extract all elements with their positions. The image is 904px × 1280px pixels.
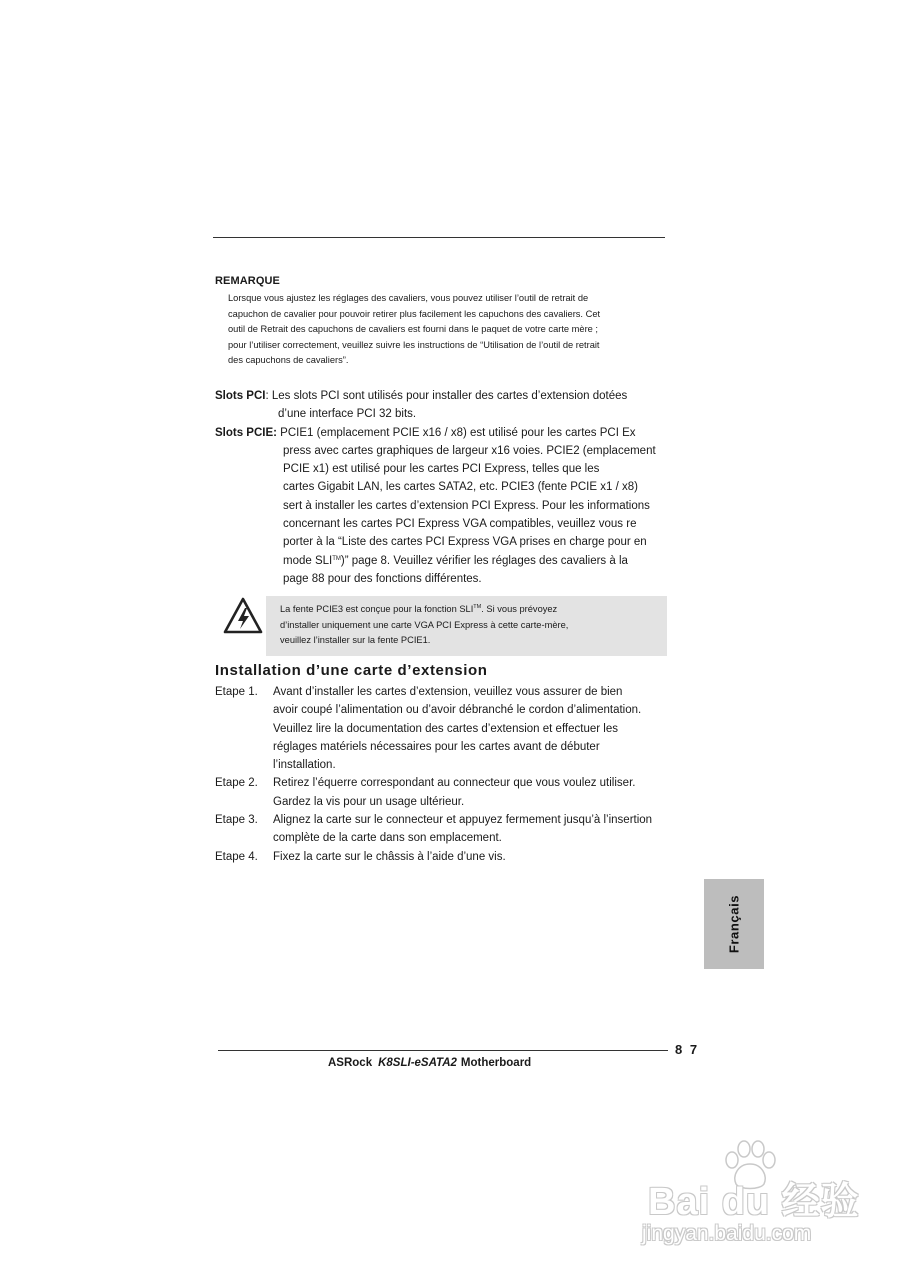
- slots-pcie-text: PCIE1 (emplacement PCIE x16 / x8) est utilisé pour les cartes PCI Ex: [276, 426, 636, 439]
- remarque-line: des capuchons de cavaliers”.: [228, 355, 349, 366]
- step-item: [215, 811, 675, 848]
- step-item: [215, 848, 675, 866]
- step-item: [215, 774, 675, 811]
- language-label: Français: [726, 894, 742, 954]
- step-body: [273, 683, 641, 774]
- step-label: Etape 2.: [215, 777, 258, 790]
- note-text-part: . Si vous prévoyez: [481, 604, 558, 614]
- slots-pcie-label: Slots PCIE:: [215, 426, 277, 439]
- remarque-title: REMARQUE: [215, 275, 280, 287]
- remarque-block: [215, 275, 665, 369]
- slots-description: [215, 387, 670, 588]
- step-line: Retirez l’équerre correspondant au connecteur que vous voulez utiliser.: [273, 777, 636, 790]
- slots-pci-line: [215, 387, 670, 405]
- slots-pcie-line: sert à installer les cartes d’extension PCI Express. Pour les informations: [283, 499, 650, 512]
- remarque-line: Lorsque vous ajustez les réglages des cavaliers, vous pouvez utiliser l’outil de retrait de: [228, 293, 589, 303]
- step-line: avoir coupé l’alimentation ou d’avoir débranché le cordon d’alimentation.: [273, 704, 642, 717]
- note-line: d’installer uniquement une carte VGA PCI Express à cette carte-mère,: [280, 619, 569, 630]
- section-title: Installation d’une carte d’extension: [215, 662, 488, 679]
- slots-pci-text: : Les slots PCI sont utilisés pour installer des cartes d’extension dotées: [265, 390, 628, 402]
- footer-model: K8SLI-eSATA2: [378, 1057, 457, 1069]
- step-line: réglages matériels nécessaires pour les cartes avant de débuter: [273, 740, 600, 753]
- slots-pcie-line: PCIE x1) est utilisé pour les cartes PCI Express, telles que les: [283, 463, 600, 476]
- slots-pcie-line: concernant les cartes PCI Express VGA compatibles, veuillez vous re: [283, 518, 637, 531]
- remarque-line: capuchon de cavalier pour pouvoir retirer plus facilement les capuchons des cavaliers. Cet: [228, 308, 601, 319]
- note-line: veuillez l’installer sur la fente PCIE1.: [280, 635, 431, 646]
- trademark-mark: TM: [473, 604, 482, 610]
- footer-brand: ASRock: [328, 1057, 373, 1069]
- slots-pci-label: Slots PCI: [215, 390, 266, 402]
- remarque-line: outil de Retrait des capuchons de cavaliers est fourni dans le paquet de votre carte mère ;: [228, 324, 599, 335]
- step-line: Veuillez lire la documentation des cartes d’extension et effectuer les: [273, 722, 618, 735]
- step-body: [273, 848, 506, 866]
- sli-text: mode SLI: [283, 554, 333, 567]
- step-item: [215, 683, 675, 774]
- step-line: Fixez la carte sur le châssis à l’aide d’une vis.: [273, 850, 506, 863]
- note-text-part: La fente PCIE3 est conçue pour la fonction SLI: [280, 604, 474, 614]
- remarque-text: [215, 291, 665, 369]
- footer-product: Motherboard: [460, 1057, 532, 1069]
- slots-pci-line: d’une interface PCI 32 bits.: [278, 408, 417, 421]
- slots-pcie-line: press avec cartes graphiques de largeur x16 voies. PCIE2 (emplacement: [283, 444, 656, 457]
- remarque-line: pour l’utiliser correctement, veuillez suivre les instructions de “Utilisation de l’outil de retrait: [228, 339, 600, 350]
- note-text: [280, 602, 568, 649]
- top-divider: [213, 237, 665, 238]
- warning-high-voltage-icon: [222, 596, 264, 636]
- language-side-tab: [704, 879, 764, 969]
- page-number: 8 7: [675, 1042, 700, 1057]
- footer-title: [328, 1057, 531, 1069]
- slots-pcie-line: [215, 424, 670, 442]
- step-label: Etape 3.: [215, 814, 258, 827]
- step-label: Etape 4.: [215, 850, 258, 863]
- step-line: Gardez la vis pour un usage ultérieur.: [273, 795, 465, 808]
- sli-text-rest: )” page 8. Veuillez vérifier les réglages des cavaliers à la: [340, 554, 628, 567]
- step-body: [273, 811, 652, 848]
- step-label: Etape 1.: [215, 686, 258, 698]
- step-line: l’installation.: [273, 759, 336, 772]
- watermark-brand: Bai du 经验: [648, 1181, 860, 1223]
- bottom-divider: [218, 1050, 668, 1051]
- slots-pcie-line: [215, 552, 670, 570]
- note-box: [266, 596, 667, 656]
- watermark-url: jingyan.baidu.com: [642, 1222, 812, 1245]
- slots-pcie-line: page 88 pour des fonctions différentes.: [283, 572, 482, 585]
- step-line: Avant d’installer les cartes d’extension, veuillez vous assurer de bien: [273, 686, 623, 698]
- note-line: [280, 602, 568, 618]
- slots-pcie-line: porter à la “Liste des cartes PCI Express VGA prises en charge pour en: [283, 536, 647, 549]
- steps-list: [215, 683, 675, 866]
- slots-pcie-line: cartes Gigabit LAN, les cartes SATA2, etc. PCIE3 (fente PCIE x1 / x8): [283, 481, 638, 494]
- step-line: Alignez la carte sur le connecteur et appuyez fermement jusqu’à l’insertion: [273, 814, 653, 827]
- step-body: [273, 774, 635, 811]
- trademark-mark: TM: [332, 555, 341, 562]
- step-line: complète de la carte dans son emplacement.: [273, 832, 502, 845]
- watermark: [640, 1140, 880, 1250]
